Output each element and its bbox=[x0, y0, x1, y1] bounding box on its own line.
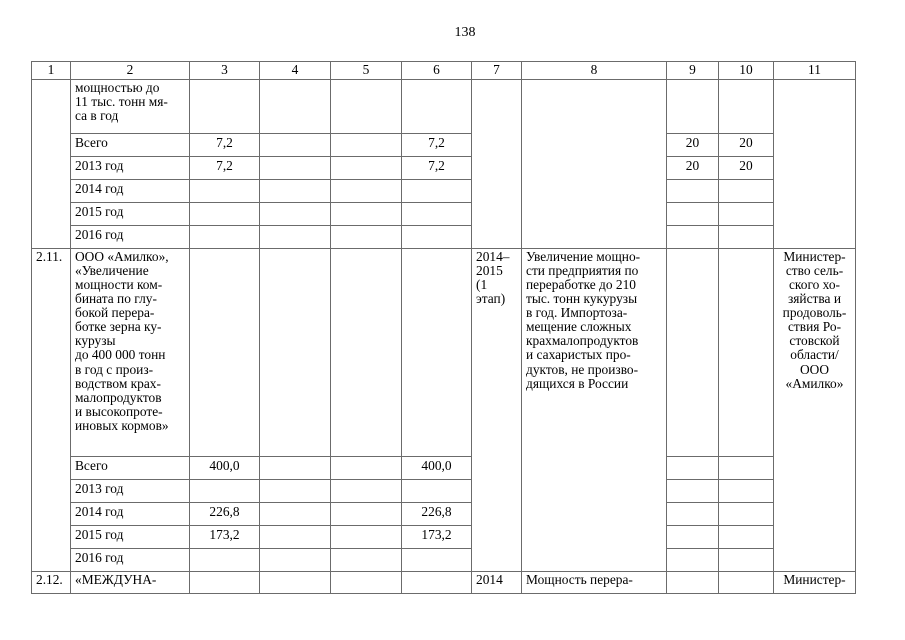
table-row bbox=[32, 249, 856, 457]
value-cell: 20 bbox=[667, 157, 719, 180]
value-cell: 20 bbox=[667, 134, 719, 157]
value-cell: 20 bbox=[719, 134, 774, 157]
value-cell bbox=[719, 203, 774, 226]
value-cell: 400,0 bbox=[190, 457, 260, 480]
executor-cell: Министер- ство сель- ского хо- зяйства и продоволь- ствия Ро- стовской области/ ООО «Амилко» bbox=[774, 249, 856, 572]
value-cell bbox=[402, 226, 472, 249]
value-cell: 173,2 bbox=[402, 526, 472, 549]
value-cell bbox=[190, 480, 260, 503]
value-cell bbox=[402, 549, 472, 572]
year-label: Всего bbox=[71, 134, 190, 157]
header-row bbox=[32, 62, 856, 80]
value-cell: 7,2 bbox=[190, 157, 260, 180]
period-cell: 2014– 2015 (1 этап) bbox=[472, 249, 522, 572]
value-cell: 7,2 bbox=[402, 134, 472, 157]
table-row bbox=[32, 549, 856, 572]
value-cell bbox=[190, 203, 260, 226]
page-number: 138 bbox=[454, 25, 476, 40]
value-cell: 226,8 bbox=[190, 503, 260, 526]
value-cell: 7,2 bbox=[402, 157, 472, 180]
value-cell bbox=[667, 203, 719, 226]
value-cell bbox=[667, 180, 719, 203]
item-number: 2.11. bbox=[32, 249, 71, 572]
table-row bbox=[32, 526, 856, 549]
year-label: 2013 год bbox=[71, 157, 190, 180]
value-cell bbox=[719, 226, 774, 249]
value-cell bbox=[402, 480, 472, 503]
header-cell: 6 bbox=[402, 62, 472, 80]
program-table bbox=[31, 61, 856, 594]
table-row bbox=[32, 226, 856, 249]
table-row bbox=[32, 572, 856, 594]
result-cell bbox=[522, 80, 667, 249]
table-row bbox=[32, 203, 856, 226]
table-row bbox=[32, 457, 856, 480]
year-label: Всего bbox=[71, 457, 190, 480]
table-row bbox=[32, 134, 856, 157]
value-cell: 400,0 bbox=[402, 457, 472, 480]
executor-cell: Министер- bbox=[774, 572, 856, 594]
table-row bbox=[32, 503, 856, 526]
header-cell: 7 bbox=[472, 62, 522, 80]
table-row bbox=[32, 157, 856, 180]
table-row bbox=[32, 80, 856, 134]
period-cell bbox=[472, 80, 522, 249]
item-description: «МЕЖДУНА- bbox=[71, 572, 190, 594]
value-cell bbox=[667, 226, 719, 249]
year-label: 2014 год bbox=[71, 503, 190, 526]
value-cell: 20 bbox=[719, 157, 774, 180]
result-cell: Мощность перера- bbox=[522, 572, 667, 594]
year-label: 2016 год bbox=[71, 226, 190, 249]
executor-cell bbox=[774, 80, 856, 249]
value-cell bbox=[719, 180, 774, 203]
value-cell: 173,2 bbox=[190, 526, 260, 549]
year-label: 2016 год bbox=[71, 549, 190, 572]
header-cell: 11 bbox=[774, 62, 856, 80]
value-cell bbox=[402, 203, 472, 226]
header-cell: 3 bbox=[190, 62, 260, 80]
header-cell: 4 bbox=[260, 62, 331, 80]
value-cell bbox=[190, 549, 260, 572]
period-cell: 2014 bbox=[472, 572, 522, 594]
header-cell: 10 bbox=[719, 62, 774, 80]
result-cell: Увеличение мощно- сти предприятия по переработке до 210 тыс. тонн кукурузы в год. Импортоза- мещение сложных крахмалопродуктов и сахаристых про- дуктов, не произво- дящихся в России bbox=[522, 249, 667, 572]
value-cell: 7,2 bbox=[190, 134, 260, 157]
table-row bbox=[32, 180, 856, 203]
year-label: 2013 год bbox=[71, 480, 190, 503]
item-description: ООО «Амилко», «Увеличение мощности ком- бината по глу- бокой перера- ботке зерна ку- курузы до 400 000 тонн в год с произ- водством крах- малопродуктов и высокопроте- иновых кормов» bbox=[71, 249, 190, 457]
header-cell: 8 bbox=[522, 62, 667, 80]
item-number: 2.12. bbox=[32, 572, 71, 594]
header-cell: 1 bbox=[32, 62, 71, 80]
value-cell: 226,8 bbox=[402, 503, 472, 526]
year-label: 2015 год bbox=[71, 203, 190, 226]
header-cell: 2 bbox=[71, 62, 190, 80]
year-label: 2014 год bbox=[71, 180, 190, 203]
value-cell bbox=[190, 180, 260, 203]
header-cell: 9 bbox=[667, 62, 719, 80]
value-cell bbox=[402, 180, 472, 203]
item-number-cell bbox=[32, 80, 71, 249]
table-row bbox=[32, 480, 856, 503]
header-cell: 5 bbox=[331, 62, 402, 80]
item-description: мощностью до 11 тыс. тонн мя- са в год bbox=[71, 80, 190, 134]
value-cell bbox=[190, 226, 260, 249]
year-label: 2015 год bbox=[71, 526, 190, 549]
